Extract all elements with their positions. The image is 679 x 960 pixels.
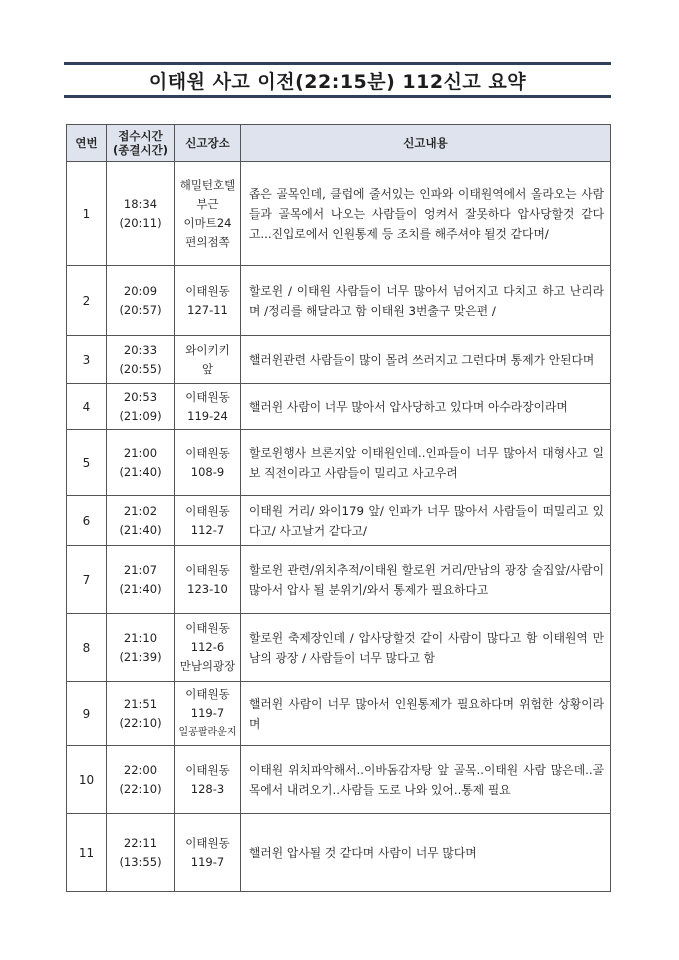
report-location-cell bbox=[175, 336, 241, 384]
report-location-line: 119-7 bbox=[190, 706, 225, 720]
row-number: 6 bbox=[67, 496, 107, 546]
report-location-line: 128-3 bbox=[190, 781, 225, 796]
report-location-line: 119-7 bbox=[190, 854, 225, 869]
report-location-line: 만남의광장 bbox=[179, 659, 236, 673]
closing-time: (22:10) bbox=[119, 781, 162, 796]
closing-time: (21:40) bbox=[119, 581, 162, 596]
receipt-time-cell bbox=[107, 496, 175, 546]
report-location-line: 이마트24 bbox=[183, 215, 232, 230]
report-content: 할로윈 관련/위치추적/이태원 할로윈 거리/만남의 광장 술집앞/사람이 많아서 압사 될 분위기/와서 통제가 필요하다고 bbox=[241, 546, 611, 614]
header-place: 신고장소 bbox=[175, 125, 241, 162]
row-number: 10 bbox=[67, 746, 107, 814]
report-location-line: 이태원동 bbox=[185, 835, 230, 850]
row-number: 5 bbox=[67, 430, 107, 496]
table-row bbox=[67, 682, 611, 746]
receipt-time: 21:07 bbox=[123, 562, 158, 577]
receipt-time-cell bbox=[107, 682, 175, 746]
report-location-line: 앞 bbox=[201, 361, 214, 376]
report-location-line: 이태원동 bbox=[185, 445, 230, 460]
report-location-line: 이태원동 bbox=[185, 687, 230, 701]
table-row bbox=[67, 546, 611, 614]
report-content: 할로윈 / 이태원 사람들이 너무 많아서 넘어지고 다치고 하고 난리라며 /정리를 해달라고 함 이태원 3번출구 맞은편 / bbox=[241, 266, 611, 336]
row-number: 1 bbox=[67, 162, 107, 266]
table-row bbox=[67, 614, 611, 682]
row-number: 9 bbox=[67, 682, 107, 746]
receipt-time: 20:53 bbox=[123, 389, 158, 404]
receipt-time-cell bbox=[107, 266, 175, 336]
report-location-line: 이태원동 bbox=[185, 762, 230, 777]
row-number: 4 bbox=[67, 384, 107, 430]
receipt-time: 18:34 bbox=[123, 196, 158, 211]
table-body bbox=[67, 162, 611, 892]
report-content: 핼러윈 사람이 너무 많아서 압사당하고 있다며 아수라장이라며 bbox=[241, 384, 611, 430]
receipt-time: 20:33 bbox=[123, 342, 158, 357]
closing-time: (20:11) bbox=[119, 215, 162, 230]
report-content: 할로윈행사 브론지앞 이태원인데..인파들이 너무 많아서 대형사고 일보 직전이라고 사람들이 밀리고 사고우려 bbox=[241, 430, 611, 496]
receipt-time: 21:51 bbox=[123, 696, 158, 711]
row-number: 7 bbox=[67, 546, 107, 614]
receipt-time: 22:11 bbox=[123, 835, 158, 850]
table-row bbox=[67, 814, 611, 892]
report-location-line: 127-11 bbox=[187, 302, 228, 317]
report-content: 이태원 위치파악해서..이바돔감자탕 앞 골목..이태원 사람 많은데..골목에서 내려오기..사람들 도로 나와 있어..통제 필요 bbox=[241, 746, 611, 814]
table-row bbox=[67, 266, 611, 336]
closing-time: (20:55) bbox=[119, 361, 162, 376]
header-time bbox=[107, 125, 175, 162]
report-location-line: 이태원동 bbox=[185, 283, 230, 298]
receipt-time: 20:09 bbox=[123, 283, 158, 298]
report-location-cell bbox=[175, 430, 241, 496]
report-content: 핼러윈 사람이 너무 많아서 인원통제가 필요하다며 위험한 상황이라며 bbox=[241, 682, 611, 746]
report-location-line: 108-9 bbox=[190, 464, 225, 479]
report-location-cell bbox=[175, 546, 241, 614]
header-num: 연번 bbox=[67, 125, 107, 162]
report-location-line: 이태원동 bbox=[185, 562, 230, 577]
table-row bbox=[67, 496, 611, 546]
closing-time: (21:40) bbox=[119, 522, 162, 537]
report-location-line: 부근 bbox=[196, 196, 219, 211]
header-content: 신고내용 bbox=[241, 125, 611, 162]
report-table bbox=[66, 124, 611, 892]
row-number: 3 bbox=[67, 336, 107, 384]
table-row bbox=[67, 430, 611, 496]
report-location-line: 119-24 bbox=[187, 408, 228, 423]
report-location-cell bbox=[175, 266, 241, 336]
row-number: 11 bbox=[67, 814, 107, 892]
receipt-time: 21:10 bbox=[123, 630, 158, 645]
report-location-cell bbox=[175, 614, 241, 682]
title-bar bbox=[64, 62, 611, 98]
report-location-line: 이태원동 bbox=[185, 503, 230, 518]
table-row bbox=[67, 746, 611, 814]
closing-time: (20:57) bbox=[119, 302, 162, 317]
receipt-time-cell bbox=[107, 162, 175, 266]
report-content: 좁은 골목인데, 클럽에 줄서있는 인파와 이태원역에서 올라오는 사람들과 골목에서 나오는 사람들이 엉켜서 잘못하다 압사당할것 같다고...진입로에서 인원통제 등 조치를 해주셔야 될것 같다며/ bbox=[241, 162, 611, 266]
report-location-cell bbox=[175, 814, 241, 892]
report-content: 이태원 거리/ 와이179 앞/ 인파가 너무 많아서 사람들이 떠밀리고 있다고/ 사고날거 같다고/ bbox=[241, 496, 611, 546]
receipt-time-cell bbox=[107, 746, 175, 814]
report-content: 할로윈 축제장인데 / 압사당할것 같이 사람이 많다고 함 이태원역 만남의 광장 / 사람들이 너무 많다고 함 bbox=[241, 614, 611, 682]
report-location-line: 123-10 bbox=[187, 581, 228, 596]
report-location-line: 편의점쪽 bbox=[185, 234, 230, 249]
report-location-line: 이태원동 bbox=[185, 621, 230, 635]
receipt-time-cell bbox=[107, 430, 175, 496]
receipt-time-cell bbox=[107, 384, 175, 430]
report-location-cell bbox=[175, 682, 241, 746]
receipt-time-cell bbox=[107, 814, 175, 892]
table-header-row bbox=[67, 125, 611, 162]
closing-time: (21:09) bbox=[119, 408, 162, 423]
report-location-cell bbox=[175, 162, 241, 266]
report-content: 핼러윈관련 사람들이 많이 몰려 쓰러지고 그런다며 통제가 안된다며 bbox=[241, 336, 611, 384]
table-row bbox=[67, 336, 611, 384]
receipt-time-cell bbox=[107, 546, 175, 614]
table-row bbox=[67, 162, 611, 266]
header-time-line1: 접수시간 bbox=[118, 129, 163, 143]
report-location-cell bbox=[175, 496, 241, 546]
report-content: 핼러윈 압사될 것 같다며 사람이 너무 많다며 bbox=[241, 814, 611, 892]
document-title: 이태원 사고 이전(22:15분) 112신고 요약 bbox=[148, 70, 527, 93]
report-location-cell bbox=[175, 384, 241, 430]
header-time-line2: (종결시간) bbox=[113, 143, 168, 157]
closing-time: (21:40) bbox=[119, 464, 162, 479]
receipt-time: 21:00 bbox=[123, 445, 158, 460]
receipt-time: 21:02 bbox=[123, 503, 158, 518]
report-location-line: 112-6 bbox=[190, 640, 225, 654]
closing-time: (22:10) bbox=[119, 715, 162, 730]
report-location-line: 해밀턴호텔 bbox=[179, 177, 236, 192]
row-number: 2 bbox=[67, 266, 107, 336]
closing-time: (21:39) bbox=[119, 649, 162, 664]
receipt-time-cell bbox=[107, 614, 175, 682]
receipt-time-cell bbox=[107, 336, 175, 384]
report-location-line: 와이키키 bbox=[185, 342, 230, 357]
closing-time: (13:55) bbox=[119, 854, 162, 869]
row-number: 8 bbox=[67, 614, 107, 682]
receipt-time: 22:00 bbox=[123, 762, 158, 777]
report-location-note: 일공팔라운지 bbox=[178, 727, 237, 738]
report-location-line: 112-7 bbox=[190, 522, 225, 537]
report-location-line: 이태원동 bbox=[185, 389, 230, 404]
table-row bbox=[67, 384, 611, 430]
report-location-cell bbox=[175, 746, 241, 814]
